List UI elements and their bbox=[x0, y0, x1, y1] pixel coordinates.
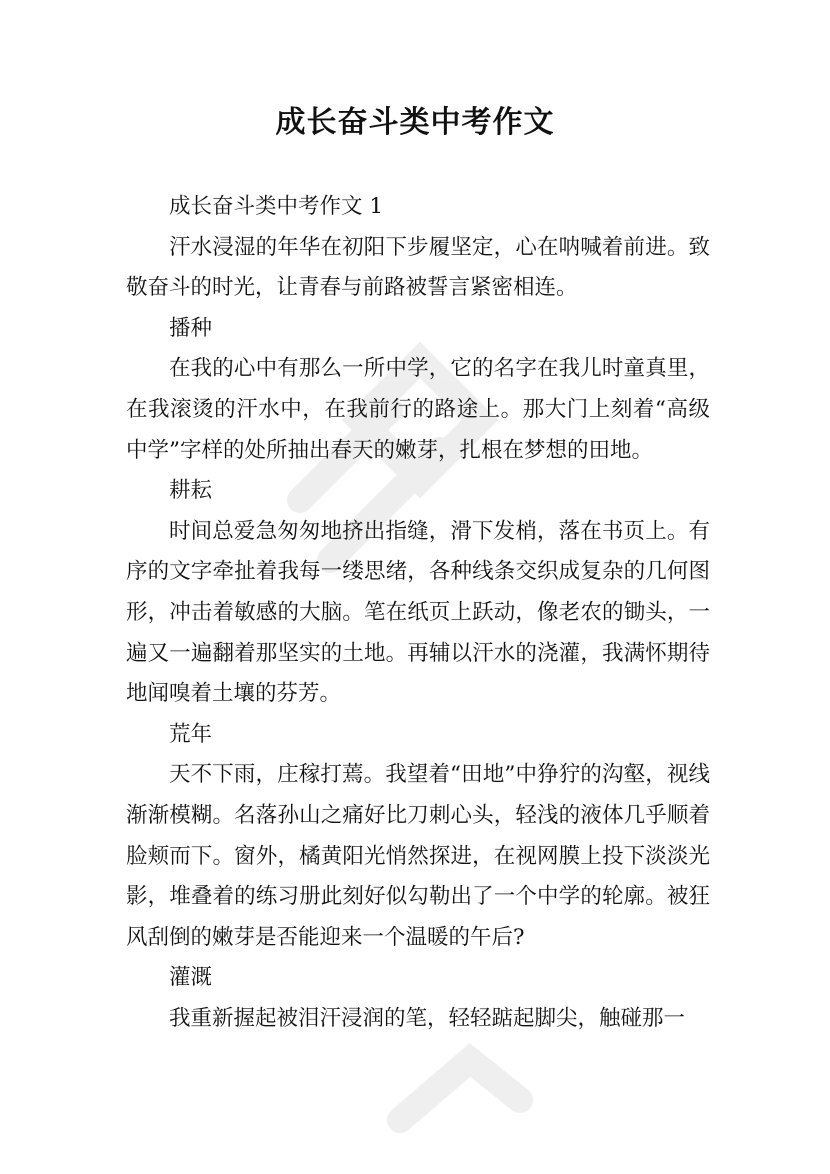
watermark-shape bbox=[400, 1060, 520, 1120]
section-heading: 荒年 bbox=[169, 721, 213, 747]
paragraph: 汗水浸湿的年华在初阳下步履坚定，心在呐喊着前进。致敬奋斗的时光，让青春与前路被誓言紧密相连。 bbox=[126, 234, 710, 301]
section-heading: 灌溉 bbox=[169, 965, 213, 991]
document-body bbox=[126, 187, 710, 1039]
paragraph: 我重新握起被泪汗浸润的笔，轻轻踮起脚尖，触碰那一 bbox=[169, 1005, 686, 1031]
paragraph: 成长奋斗类中考作文 1 bbox=[169, 194, 384, 219]
paragraph: 在我的心中有那么一所中学，它的名字在我儿时童真里，在我滚烫的汗水中，在我前行的路途上。那大门上刻着“高级中学”字样的处所抽出春天的嫩芽，扎根在梦想的田地。 bbox=[126, 356, 710, 463]
section-heading: 播种 bbox=[169, 315, 213, 341]
document-title: 成长奋斗类中考作文 bbox=[275, 105, 555, 140]
section-heading: 耕耘 bbox=[169, 478, 213, 504]
paragraph: 天不下雨，庄稼打蔫。我望着“田地”中狰狞的沟壑，视线渐渐模糊。名落孙山之痛好比刀刺心头，轻浅的液体几乎顺着脸颊而下。窗外，橘黄阳光悄然探进，在视网膜上投下淡淡光影，堆叠着的练习册此刻好似勾勒出了一个中学的轮廓。被狂风刮倒的嫩芽是否能迎来一个温暖的午后? bbox=[126, 762, 710, 950]
paragraph: 时间总爱急匆匆地挤出指缝，滑下发梢，落在书页上。有序的文字牵扯着我每一缕思绪，各种线条交织成复杂的几何图形，冲击着敏感的大脑。笔在纸页上跃动，像老农的锄头，一遍又一遍翻着那坚实的土地。再辅以汗水的浇灌，我满怀期待地闻嗅着土壤的芬芳。 bbox=[126, 518, 710, 707]
